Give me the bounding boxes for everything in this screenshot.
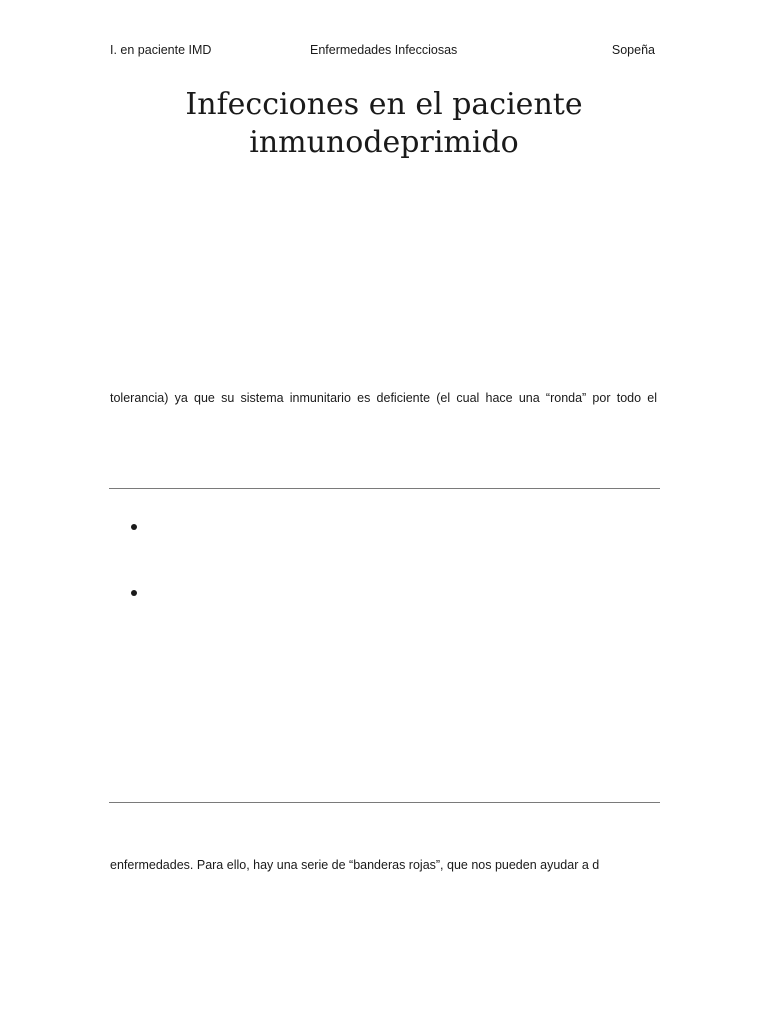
bullet-point-icon <box>131 590 137 596</box>
horizontal-rule-top <box>109 488 660 489</box>
document-title-line-1: Infecciones en el paciente <box>185 87 583 122</box>
body-text-line-1: tolerancia) ya que su sistema inmunitario es deficiente (el cual hace una “ronda” por todo el <box>110 391 657 405</box>
document-title <box>110 86 658 162</box>
horizontal-rule-bottom <box>109 802 660 803</box>
bullet-point-icon <box>131 524 137 530</box>
header-center-text: Enfermedades Infecciosas <box>310 43 458 57</box>
body-text-line-2: enfermedades. Para ello, hay una serie de “banderas rojas”, que nos pueden ayudar a d <box>110 858 600 872</box>
header-right-text: Sopeña <box>611 43 655 57</box>
document-title-line-2: inmunodeprimido <box>249 125 519 160</box>
header-left-text: I. en paciente IMD <box>110 43 212 57</box>
